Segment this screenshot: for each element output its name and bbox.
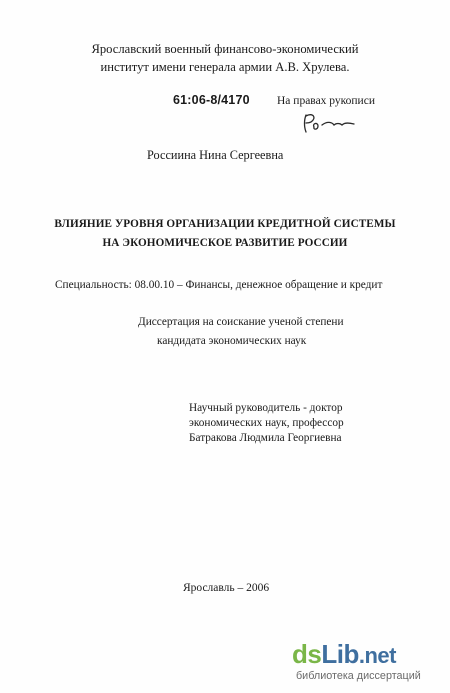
supervisor-line-3: Батракова Людмила Георгиевна — [189, 432, 342, 444]
dslib-logo — [292, 639, 396, 670]
dissertation-degree-line-1: Диссертация на соискание ученой степени — [138, 316, 344, 328]
city-year: Ярославль – 2006 — [183, 582, 270, 594]
supervisor-line-1: Научный руководитель - доктор — [189, 402, 343, 414]
logo-ds: ds — [292, 639, 322, 669]
dissertation-title-line-2: НА ЭКОНОМИЧЕСКОЕ РАЗВИТИЕ РОССИИ — [102, 237, 348, 249]
manuscript-rights-label: На правах рукописи — [277, 95, 375, 107]
dissertation-title-line-1: ВЛИЯНИЕ УРОВНЯ ОРГАНИЗАЦИИ КРЕДИТНОЙ СИСТЕМЫ — [54, 218, 396, 230]
watermark-subtitle: библиотека диссертаций — [296, 670, 421, 682]
institution-line-1: Ярославский военный финансово-экономический — [91, 42, 359, 56]
dissertation-degree-line-2: кандидата экономических наук — [157, 335, 307, 347]
logo-net: .net — [358, 643, 396, 668]
specialty-line: Специальность: 08.00.10 – Финансы, денежное обращение и кредит — [55, 279, 383, 291]
dslib-watermark — [292, 637, 444, 687]
logo-lib: Lib — [321, 639, 359, 669]
author-name: Россиина Нина Сергеевна — [147, 148, 284, 162]
signature-image — [300, 110, 360, 136]
institution-line-2: институт имени генерала армии А.В. Хрулева. — [100, 60, 350, 74]
registration-code: 61:06-8/4170 — [173, 93, 250, 107]
supervisor-line-2: экономических наук, профессор — [189, 417, 344, 429]
